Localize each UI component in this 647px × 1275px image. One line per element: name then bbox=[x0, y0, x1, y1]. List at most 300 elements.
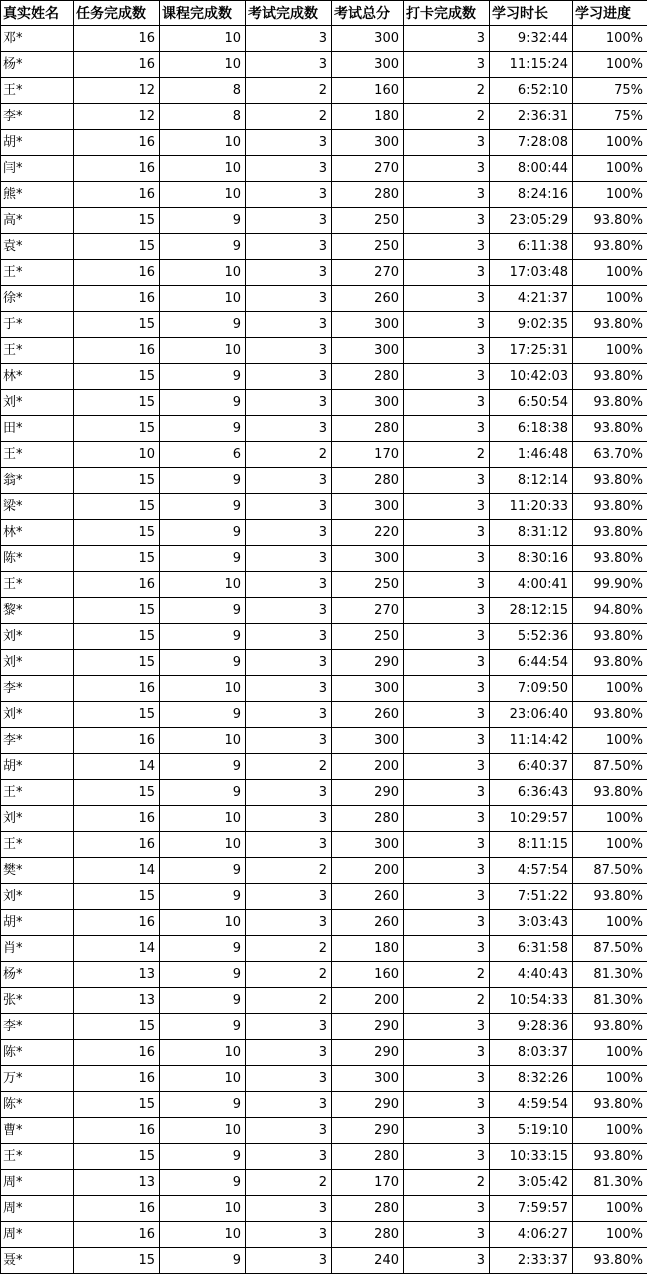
exam-total-score-cell: 240 bbox=[332, 1248, 404, 1274]
checkins-completed-cell: 3 bbox=[404, 1040, 490, 1066]
tasks-completed-cell: 16 bbox=[74, 1066, 160, 1092]
real-name-cell: 李* bbox=[1, 728, 74, 754]
tasks-completed-cell: 15 bbox=[74, 546, 160, 572]
tasks-completed-cell: 16 bbox=[74, 286, 160, 312]
table-row bbox=[1, 1118, 647, 1144]
table-row bbox=[1, 728, 647, 754]
exams-completed-cell: 3 bbox=[246, 52, 332, 78]
exam-total-score-cell: 280 bbox=[332, 806, 404, 832]
table-row bbox=[1, 52, 647, 78]
exams-completed-cell: 3 bbox=[246, 234, 332, 260]
real-name-cell: 樊* bbox=[1, 858, 74, 884]
real-name-cell: 胡* bbox=[1, 910, 74, 936]
tasks-completed-cell: 15 bbox=[74, 494, 160, 520]
header-checkins-completed: 打卡完成数 bbox=[404, 1, 490, 26]
table-row bbox=[1, 520, 647, 546]
study-progress-cell: 81.30% bbox=[573, 988, 647, 1014]
tasks-completed-cell: 15 bbox=[74, 1144, 160, 1170]
exam-total-score-cell: 300 bbox=[332, 338, 404, 364]
exams-completed-cell: 3 bbox=[246, 468, 332, 494]
study-duration-cell: 5:52:36 bbox=[490, 624, 573, 650]
courses-completed-cell: 9 bbox=[160, 962, 246, 988]
study-progress-cell: 93.80% bbox=[573, 312, 647, 338]
exams-completed-cell: 3 bbox=[246, 1144, 332, 1170]
real-name-cell: 林* bbox=[1, 364, 74, 390]
courses-completed-cell: 6 bbox=[160, 442, 246, 468]
study-duration-cell: 28:12:15 bbox=[490, 598, 573, 624]
courses-completed-cell: 9 bbox=[160, 416, 246, 442]
table-row bbox=[1, 156, 647, 182]
exam-total-score-cell: 200 bbox=[332, 858, 404, 884]
table-row bbox=[1, 442, 647, 468]
checkins-completed-cell: 3 bbox=[404, 468, 490, 494]
real-name-cell: 王* bbox=[1, 780, 74, 806]
study-progress-cell: 100% bbox=[573, 52, 647, 78]
real-name-cell: 刘* bbox=[1, 884, 74, 910]
courses-completed-cell: 10 bbox=[160, 1222, 246, 1248]
courses-completed-cell: 10 bbox=[160, 260, 246, 286]
exams-completed-cell: 3 bbox=[246, 676, 332, 702]
real-name-cell: 李* bbox=[1, 1014, 74, 1040]
tasks-completed-cell: 16 bbox=[74, 910, 160, 936]
study-duration-cell: 8:11:15 bbox=[490, 832, 573, 858]
study-duration-cell: 4:00:41 bbox=[490, 572, 573, 598]
exams-completed-cell: 3 bbox=[246, 390, 332, 416]
exam-total-score-cell: 280 bbox=[332, 182, 404, 208]
exam-total-score-cell: 250 bbox=[332, 208, 404, 234]
exams-completed-cell: 3 bbox=[246, 650, 332, 676]
exams-completed-cell: 3 bbox=[246, 416, 332, 442]
real-name-cell: 邓* bbox=[1, 26, 74, 52]
study-progress-cell: 100% bbox=[573, 260, 647, 286]
exams-completed-cell: 3 bbox=[246, 312, 332, 338]
real-name-cell: 高* bbox=[1, 208, 74, 234]
table-row bbox=[1, 260, 647, 286]
study-progress-cell: 100% bbox=[573, 1118, 647, 1144]
checkins-completed-cell: 3 bbox=[404, 1092, 490, 1118]
courses-completed-cell: 9 bbox=[160, 624, 246, 650]
courses-completed-cell: 9 bbox=[160, 494, 246, 520]
header-real-name: 真实姓名 bbox=[1, 1, 74, 26]
study-duration-cell: 11:14:42 bbox=[490, 728, 573, 754]
checkins-completed-cell: 2 bbox=[404, 1170, 490, 1196]
study-duration-cell: 8:00:44 bbox=[490, 156, 573, 182]
exams-completed-cell: 2 bbox=[246, 104, 332, 130]
real-name-cell: 熊* bbox=[1, 182, 74, 208]
tasks-completed-cell: 16 bbox=[74, 728, 160, 754]
tasks-completed-cell: 16 bbox=[74, 1118, 160, 1144]
tasks-completed-cell: 16 bbox=[74, 52, 160, 78]
real-name-cell: 聂* bbox=[1, 1248, 74, 1274]
tasks-completed-cell: 14 bbox=[74, 858, 160, 884]
table-row bbox=[1, 104, 647, 130]
table-row bbox=[1, 624, 647, 650]
courses-completed-cell: 10 bbox=[160, 1040, 246, 1066]
real-name-cell: 梁* bbox=[1, 494, 74, 520]
checkins-completed-cell: 3 bbox=[404, 598, 490, 624]
real-name-cell: 陈* bbox=[1, 1092, 74, 1118]
checkins-completed-cell: 2 bbox=[404, 962, 490, 988]
checkins-completed-cell: 3 bbox=[404, 364, 490, 390]
exams-completed-cell: 3 bbox=[246, 364, 332, 390]
courses-completed-cell: 9 bbox=[160, 312, 246, 338]
study-duration-cell: 8:30:16 bbox=[490, 546, 573, 572]
courses-completed-cell: 10 bbox=[160, 1066, 246, 1092]
exam-total-score-cell: 170 bbox=[332, 442, 404, 468]
table-row bbox=[1, 1222, 647, 1248]
study-progress-cell: 100% bbox=[573, 832, 647, 858]
real-name-cell: 李* bbox=[1, 676, 74, 702]
study-progress-cell: 93.80% bbox=[573, 390, 647, 416]
study-progress-cell: 93.80% bbox=[573, 702, 647, 728]
real-name-cell: 胡* bbox=[1, 130, 74, 156]
exam-total-score-cell: 270 bbox=[332, 156, 404, 182]
exams-completed-cell: 3 bbox=[246, 260, 332, 286]
tasks-completed-cell: 15 bbox=[74, 312, 160, 338]
real-name-cell: 肖* bbox=[1, 936, 74, 962]
checkins-completed-cell: 3 bbox=[404, 884, 490, 910]
study-progress-cell: 93.80% bbox=[573, 1248, 647, 1274]
table-row bbox=[1, 338, 647, 364]
exam-total-score-cell: 200 bbox=[332, 754, 404, 780]
courses-completed-cell: 10 bbox=[160, 338, 246, 364]
exam-total-score-cell: 280 bbox=[332, 364, 404, 390]
exam-total-score-cell: 280 bbox=[332, 1196, 404, 1222]
study-duration-cell: 6:31:58 bbox=[490, 936, 573, 962]
study-duration-cell: 23:06:40 bbox=[490, 702, 573, 728]
study-duration-cell: 4:21:37 bbox=[490, 286, 573, 312]
tasks-completed-cell: 15 bbox=[74, 1092, 160, 1118]
table-row bbox=[1, 780, 647, 806]
header-exams-completed: 考试完成数 bbox=[246, 1, 332, 26]
courses-completed-cell: 10 bbox=[160, 1118, 246, 1144]
exam-total-score-cell: 280 bbox=[332, 1222, 404, 1248]
exam-total-score-cell: 280 bbox=[332, 416, 404, 442]
real-name-cell: 刘* bbox=[1, 650, 74, 676]
real-name-cell: 王* bbox=[1, 832, 74, 858]
real-name-cell: 刘* bbox=[1, 390, 74, 416]
study-duration-cell: 4:59:54 bbox=[490, 1092, 573, 1118]
courses-completed-cell: 9 bbox=[160, 1170, 246, 1196]
courses-completed-cell: 9 bbox=[160, 520, 246, 546]
checkins-completed-cell: 3 bbox=[404, 1066, 490, 1092]
exam-total-score-cell: 290 bbox=[332, 1118, 404, 1144]
study-duration-cell: 9:28:36 bbox=[490, 1014, 573, 1040]
table-row bbox=[1, 416, 647, 442]
real-name-cell: 徐* bbox=[1, 286, 74, 312]
real-name-cell: 王* bbox=[1, 1144, 74, 1170]
table-row bbox=[1, 364, 647, 390]
study-duration-cell: 8:24:16 bbox=[490, 182, 573, 208]
real-name-cell: 黎* bbox=[1, 598, 74, 624]
study-progress-cell: 81.30% bbox=[573, 1170, 647, 1196]
study-progress-cell: 93.80% bbox=[573, 780, 647, 806]
table-row bbox=[1, 312, 647, 338]
study-progress-cell: 93.80% bbox=[573, 1014, 647, 1040]
table-body bbox=[1, 26, 647, 1274]
study-duration-cell: 7:09:50 bbox=[490, 676, 573, 702]
exams-completed-cell: 2 bbox=[246, 988, 332, 1014]
checkins-completed-cell: 3 bbox=[404, 520, 490, 546]
exam-total-score-cell: 160 bbox=[332, 78, 404, 104]
study-progress-cell: 93.80% bbox=[573, 416, 647, 442]
exam-total-score-cell: 290 bbox=[332, 1040, 404, 1066]
table-row bbox=[1, 234, 647, 260]
study-progress-cell: 100% bbox=[573, 728, 647, 754]
table-row bbox=[1, 1144, 647, 1170]
exam-total-score-cell: 290 bbox=[332, 1092, 404, 1118]
study-progress-cell: 93.80% bbox=[573, 364, 647, 390]
checkins-completed-cell: 3 bbox=[404, 1248, 490, 1274]
exams-completed-cell: 3 bbox=[246, 1092, 332, 1118]
real-name-cell: 闫* bbox=[1, 156, 74, 182]
study-duration-cell: 6:18:38 bbox=[490, 416, 573, 442]
study-progress-cell: 93.80% bbox=[573, 494, 647, 520]
exams-completed-cell: 3 bbox=[246, 598, 332, 624]
study-progress-cell: 94.80% bbox=[573, 598, 647, 624]
courses-completed-cell: 10 bbox=[160, 676, 246, 702]
study-progress-cell: 87.50% bbox=[573, 754, 647, 780]
exam-total-score-cell: 180 bbox=[332, 936, 404, 962]
study-duration-cell: 10:33:15 bbox=[490, 1144, 573, 1170]
exam-total-score-cell: 300 bbox=[332, 130, 404, 156]
study-duration-cell: 8:32:26 bbox=[490, 1066, 573, 1092]
study-duration-cell: 6:52:10 bbox=[490, 78, 573, 104]
header-row bbox=[1, 1, 647, 26]
table-row bbox=[1, 1248, 647, 1274]
study-progress-cell: 99.90% bbox=[573, 572, 647, 598]
tasks-completed-cell: 15 bbox=[74, 364, 160, 390]
table-row bbox=[1, 130, 647, 156]
tasks-completed-cell: 16 bbox=[74, 260, 160, 286]
exam-total-score-cell: 290 bbox=[332, 780, 404, 806]
exam-total-score-cell: 180 bbox=[332, 104, 404, 130]
exam-total-score-cell: 260 bbox=[332, 286, 404, 312]
courses-completed-cell: 9 bbox=[160, 1144, 246, 1170]
checkins-completed-cell: 2 bbox=[404, 78, 490, 104]
tasks-completed-cell: 15 bbox=[74, 208, 160, 234]
courses-completed-cell: 9 bbox=[160, 1248, 246, 1274]
tasks-completed-cell: 15 bbox=[74, 598, 160, 624]
exams-completed-cell: 3 bbox=[246, 208, 332, 234]
table-row bbox=[1, 754, 647, 780]
real-name-cell: 周* bbox=[1, 1196, 74, 1222]
checkins-completed-cell: 3 bbox=[404, 832, 490, 858]
courses-completed-cell: 10 bbox=[160, 182, 246, 208]
tasks-completed-cell: 12 bbox=[74, 78, 160, 104]
study-duration-cell: 2:33:37 bbox=[490, 1248, 573, 1274]
tasks-completed-cell: 16 bbox=[74, 1040, 160, 1066]
courses-completed-cell: 9 bbox=[160, 598, 246, 624]
header-study-progress: 学习进度 bbox=[573, 1, 647, 26]
study-progress-cell: 81.30% bbox=[573, 962, 647, 988]
header-tasks-completed: 任务完成数 bbox=[74, 1, 160, 26]
exams-completed-cell: 3 bbox=[246, 572, 332, 598]
header-study-duration: 学习时长 bbox=[490, 1, 573, 26]
courses-completed-cell: 10 bbox=[160, 286, 246, 312]
table-row bbox=[1, 806, 647, 832]
study-duration-cell: 4:57:54 bbox=[490, 858, 573, 884]
tasks-completed-cell: 13 bbox=[74, 988, 160, 1014]
study-progress-cell: 100% bbox=[573, 676, 647, 702]
header-exam-total-score: 考试总分 bbox=[332, 1, 404, 26]
real-name-cell: 林* bbox=[1, 520, 74, 546]
exams-completed-cell: 3 bbox=[246, 494, 332, 520]
study-progress-cell: 100% bbox=[573, 26, 647, 52]
table-row bbox=[1, 858, 647, 884]
exams-completed-cell: 3 bbox=[246, 1118, 332, 1144]
study-duration-cell: 11:20:33 bbox=[490, 494, 573, 520]
table-row bbox=[1, 78, 647, 104]
table-row bbox=[1, 884, 647, 910]
table-row bbox=[1, 702, 647, 728]
checkins-completed-cell: 3 bbox=[404, 416, 490, 442]
table-row bbox=[1, 286, 647, 312]
real-name-cell: 胡* bbox=[1, 754, 74, 780]
table-row bbox=[1, 1170, 647, 1196]
tasks-completed-cell: 15 bbox=[74, 650, 160, 676]
real-name-cell: 翁* bbox=[1, 468, 74, 494]
exams-completed-cell: 3 bbox=[246, 182, 332, 208]
courses-completed-cell: 9 bbox=[160, 234, 246, 260]
study-progress-cell: 75% bbox=[573, 104, 647, 130]
checkins-completed-cell: 3 bbox=[404, 754, 490, 780]
exams-completed-cell: 3 bbox=[246, 1222, 332, 1248]
real-name-cell: 刘* bbox=[1, 624, 74, 650]
tasks-completed-cell: 16 bbox=[74, 676, 160, 702]
study-progress-cell: 100% bbox=[573, 1196, 647, 1222]
real-name-cell: 周* bbox=[1, 1170, 74, 1196]
study-progress-cell: 100% bbox=[573, 338, 647, 364]
exam-total-score-cell: 300 bbox=[332, 832, 404, 858]
tasks-completed-cell: 16 bbox=[74, 832, 160, 858]
real-name-cell: 张* bbox=[1, 988, 74, 1014]
exam-total-score-cell: 300 bbox=[332, 1066, 404, 1092]
exams-completed-cell: 2 bbox=[246, 936, 332, 962]
table-row bbox=[1, 910, 647, 936]
exams-completed-cell: 3 bbox=[246, 702, 332, 728]
study-duration-cell: 10:42:03 bbox=[490, 364, 573, 390]
table-row bbox=[1, 1066, 647, 1092]
real-name-cell: 王* bbox=[1, 260, 74, 286]
exam-total-score-cell: 270 bbox=[332, 260, 404, 286]
real-name-cell: 袁* bbox=[1, 234, 74, 260]
tasks-completed-cell: 15 bbox=[74, 780, 160, 806]
tasks-completed-cell: 16 bbox=[74, 1222, 160, 1248]
table-row bbox=[1, 832, 647, 858]
exams-completed-cell: 3 bbox=[246, 26, 332, 52]
tasks-completed-cell: 16 bbox=[74, 806, 160, 832]
exams-completed-cell: 3 bbox=[246, 1040, 332, 1066]
study-duration-cell: 6:50:54 bbox=[490, 390, 573, 416]
checkins-completed-cell: 3 bbox=[404, 572, 490, 598]
courses-completed-cell: 10 bbox=[160, 1196, 246, 1222]
checkins-completed-cell: 3 bbox=[404, 1196, 490, 1222]
study-duration-cell: 7:28:08 bbox=[490, 130, 573, 156]
study-duration-cell: 17:25:31 bbox=[490, 338, 573, 364]
checkins-completed-cell: 3 bbox=[404, 936, 490, 962]
checkins-completed-cell: 3 bbox=[404, 676, 490, 702]
tasks-completed-cell: 15 bbox=[74, 520, 160, 546]
tasks-completed-cell: 12 bbox=[74, 104, 160, 130]
courses-completed-cell: 9 bbox=[160, 1092, 246, 1118]
courses-completed-cell: 10 bbox=[160, 156, 246, 182]
courses-completed-cell: 9 bbox=[160, 650, 246, 676]
exams-completed-cell: 3 bbox=[246, 728, 332, 754]
tasks-completed-cell: 16 bbox=[74, 572, 160, 598]
exams-completed-cell: 3 bbox=[246, 286, 332, 312]
study-duration-cell: 6:44:54 bbox=[490, 650, 573, 676]
tasks-completed-cell: 15 bbox=[74, 468, 160, 494]
table-row bbox=[1, 988, 647, 1014]
study-progress-cell: 63.70% bbox=[573, 442, 647, 468]
exams-completed-cell: 2 bbox=[246, 858, 332, 884]
study-progress-cell: 100% bbox=[573, 806, 647, 832]
checkins-completed-cell: 3 bbox=[404, 52, 490, 78]
courses-completed-cell: 9 bbox=[160, 780, 246, 806]
checkins-completed-cell: 3 bbox=[404, 208, 490, 234]
courses-completed-cell: 9 bbox=[160, 208, 246, 234]
courses-completed-cell: 9 bbox=[160, 468, 246, 494]
real-name-cell: 刘* bbox=[1, 806, 74, 832]
courses-completed-cell: 8 bbox=[160, 78, 246, 104]
study-progress-cell: 93.80% bbox=[573, 1092, 647, 1118]
exams-completed-cell: 3 bbox=[246, 338, 332, 364]
table-row bbox=[1, 572, 647, 598]
tasks-completed-cell: 13 bbox=[74, 1170, 160, 1196]
tasks-completed-cell: 16 bbox=[74, 182, 160, 208]
checkins-completed-cell: 3 bbox=[404, 182, 490, 208]
exam-total-score-cell: 260 bbox=[332, 702, 404, 728]
study-progress-cell: 87.50% bbox=[573, 936, 647, 962]
study-duration-cell: 7:51:22 bbox=[490, 884, 573, 910]
table-row bbox=[1, 962, 647, 988]
courses-completed-cell: 9 bbox=[160, 390, 246, 416]
tasks-completed-cell: 16 bbox=[74, 130, 160, 156]
checkins-completed-cell: 3 bbox=[404, 728, 490, 754]
study-duration-cell: 11:15:24 bbox=[490, 52, 573, 78]
exam-total-score-cell: 300 bbox=[332, 546, 404, 572]
study-duration-cell: 10:29:57 bbox=[490, 806, 573, 832]
checkins-completed-cell: 3 bbox=[404, 910, 490, 936]
exam-total-score-cell: 300 bbox=[332, 312, 404, 338]
exam-total-score-cell: 290 bbox=[332, 1014, 404, 1040]
checkins-completed-cell: 3 bbox=[404, 650, 490, 676]
exams-completed-cell: 3 bbox=[246, 884, 332, 910]
checkins-completed-cell: 3 bbox=[404, 858, 490, 884]
exams-completed-cell: 3 bbox=[246, 1014, 332, 1040]
tasks-completed-cell: 14 bbox=[74, 936, 160, 962]
courses-completed-cell: 9 bbox=[160, 858, 246, 884]
courses-completed-cell: 10 bbox=[160, 806, 246, 832]
real-name-cell: 田* bbox=[1, 416, 74, 442]
tasks-completed-cell: 10 bbox=[74, 442, 160, 468]
study-progress-cell: 100% bbox=[573, 156, 647, 182]
tasks-completed-cell: 16 bbox=[74, 26, 160, 52]
study-duration-cell: 6:36:43 bbox=[490, 780, 573, 806]
study-progress-cell: 100% bbox=[573, 182, 647, 208]
courses-completed-cell: 9 bbox=[160, 936, 246, 962]
table-row bbox=[1, 676, 647, 702]
table-row bbox=[1, 1092, 647, 1118]
study-progress-cell: 93.80% bbox=[573, 884, 647, 910]
real-name-cell: 王* bbox=[1, 572, 74, 598]
real-name-cell: 于* bbox=[1, 312, 74, 338]
study-duration-cell: 1:46:48 bbox=[490, 442, 573, 468]
table-row bbox=[1, 1014, 647, 1040]
study-progress-cell: 100% bbox=[573, 1066, 647, 1092]
exams-completed-cell: 3 bbox=[246, 1066, 332, 1092]
